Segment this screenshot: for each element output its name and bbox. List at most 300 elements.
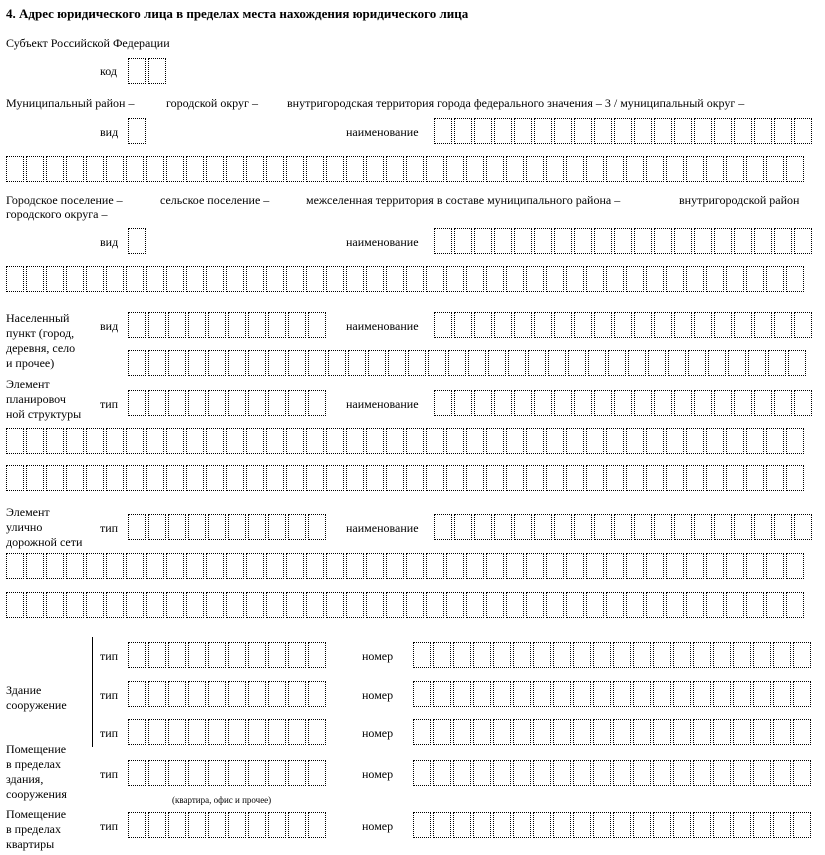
char-cell[interactable] bbox=[246, 428, 264, 454]
char-cell[interactable] bbox=[633, 681, 651, 707]
char-cell[interactable] bbox=[788, 350, 806, 376]
char-cell[interactable] bbox=[513, 681, 531, 707]
char-cell[interactable] bbox=[753, 642, 771, 668]
char-cell[interactable] bbox=[494, 228, 512, 254]
char-cell[interactable] bbox=[146, 428, 164, 454]
char-cell[interactable] bbox=[554, 514, 572, 540]
char-cell[interactable] bbox=[733, 812, 751, 838]
char-cell[interactable] bbox=[748, 350, 766, 376]
char-cell[interactable] bbox=[286, 266, 304, 292]
char-cell[interactable] bbox=[506, 156, 524, 182]
char-cell[interactable] bbox=[514, 312, 532, 338]
char-cell[interactable] bbox=[453, 812, 471, 838]
planning-name-field-3[interactable] bbox=[6, 465, 806, 491]
char-cell[interactable] bbox=[228, 350, 246, 376]
char-cell[interactable] bbox=[346, 266, 364, 292]
char-cell[interactable] bbox=[706, 592, 724, 618]
char-cell[interactable] bbox=[674, 514, 692, 540]
char-cell[interactable] bbox=[634, 118, 652, 144]
char-cell[interactable] bbox=[514, 118, 532, 144]
planning-type-field[interactable] bbox=[128, 390, 328, 416]
char-cell[interactable] bbox=[308, 681, 326, 707]
char-cell[interactable] bbox=[386, 465, 404, 491]
char-cell[interactable] bbox=[653, 642, 671, 668]
char-cell[interactable] bbox=[226, 592, 244, 618]
char-cell[interactable] bbox=[673, 642, 691, 668]
char-cell[interactable] bbox=[466, 156, 484, 182]
char-cell[interactable] bbox=[248, 390, 266, 416]
char-cell[interactable] bbox=[386, 553, 404, 579]
char-cell[interactable] bbox=[793, 719, 811, 745]
char-cell[interactable] bbox=[166, 465, 184, 491]
char-cell[interactable] bbox=[766, 592, 784, 618]
char-cell[interactable] bbox=[228, 312, 246, 338]
char-cell[interactable] bbox=[474, 312, 492, 338]
char-cell[interactable] bbox=[348, 350, 366, 376]
char-cell[interactable] bbox=[168, 390, 186, 416]
char-cell[interactable] bbox=[534, 118, 552, 144]
char-cell[interactable] bbox=[368, 350, 386, 376]
char-cell[interactable] bbox=[668, 350, 686, 376]
building-number-field-2[interactable] bbox=[413, 681, 813, 707]
char-cell[interactable] bbox=[673, 812, 691, 838]
char-cell[interactable] bbox=[766, 428, 784, 454]
char-cell[interactable] bbox=[306, 465, 324, 491]
char-cell[interactable] bbox=[346, 553, 364, 579]
char-cell[interactable] bbox=[653, 719, 671, 745]
char-cell[interactable] bbox=[693, 642, 711, 668]
char-cell[interactable] bbox=[126, 592, 144, 618]
municipal-vid-field[interactable] bbox=[128, 118, 148, 144]
char-cell[interactable] bbox=[168, 760, 186, 786]
char-cell[interactable] bbox=[206, 156, 224, 182]
char-cell[interactable] bbox=[386, 592, 404, 618]
char-cell[interactable] bbox=[346, 465, 364, 491]
char-cell[interactable] bbox=[288, 812, 306, 838]
char-cell[interactable] bbox=[266, 156, 284, 182]
char-cell[interactable] bbox=[186, 592, 204, 618]
char-cell[interactable] bbox=[593, 719, 611, 745]
char-cell[interactable] bbox=[753, 719, 771, 745]
building-type-field-3[interactable] bbox=[128, 719, 328, 745]
char-cell[interactable] bbox=[626, 156, 644, 182]
char-cell[interactable] bbox=[106, 266, 124, 292]
char-cell[interactable] bbox=[248, 514, 266, 540]
char-cell[interactable] bbox=[506, 553, 524, 579]
char-cell[interactable] bbox=[686, 592, 704, 618]
char-cell[interactable] bbox=[706, 465, 724, 491]
char-cell[interactable] bbox=[268, 719, 286, 745]
char-cell[interactable] bbox=[446, 465, 464, 491]
char-cell[interactable] bbox=[588, 350, 606, 376]
char-cell[interactable] bbox=[286, 553, 304, 579]
char-cell[interactable] bbox=[166, 428, 184, 454]
char-cell[interactable] bbox=[308, 812, 326, 838]
char-cell[interactable] bbox=[288, 514, 306, 540]
char-cell[interactable] bbox=[513, 812, 531, 838]
char-cell[interactable] bbox=[446, 266, 464, 292]
char-cell[interactable] bbox=[166, 592, 184, 618]
char-cell[interactable] bbox=[766, 465, 784, 491]
char-cell[interactable] bbox=[493, 719, 511, 745]
char-cell[interactable] bbox=[594, 228, 612, 254]
char-cell[interactable] bbox=[433, 681, 451, 707]
subject-code-field[interactable] bbox=[128, 58, 168, 84]
char-cell[interactable] bbox=[526, 266, 544, 292]
char-cell[interactable] bbox=[586, 553, 604, 579]
char-cell[interactable] bbox=[554, 312, 572, 338]
char-cell[interactable] bbox=[474, 390, 492, 416]
char-cell[interactable] bbox=[666, 428, 684, 454]
char-cell[interactable] bbox=[706, 553, 724, 579]
char-cell[interactable] bbox=[188, 312, 206, 338]
char-cell[interactable] bbox=[793, 760, 811, 786]
char-cell[interactable] bbox=[634, 514, 652, 540]
char-cell[interactable] bbox=[208, 760, 226, 786]
char-cell[interactable] bbox=[128, 58, 146, 84]
char-cell[interactable] bbox=[654, 390, 672, 416]
char-cell[interactable] bbox=[106, 465, 124, 491]
char-cell[interactable] bbox=[546, 592, 564, 618]
char-cell[interactable] bbox=[566, 592, 584, 618]
char-cell[interactable] bbox=[734, 514, 752, 540]
char-cell[interactable] bbox=[633, 719, 651, 745]
char-cell[interactable] bbox=[548, 350, 566, 376]
char-cell[interactable] bbox=[706, 428, 724, 454]
char-cell[interactable] bbox=[208, 642, 226, 668]
char-cell[interactable] bbox=[434, 390, 452, 416]
char-cell[interactable] bbox=[574, 514, 592, 540]
char-cell[interactable] bbox=[208, 514, 226, 540]
char-cell[interactable] bbox=[186, 553, 204, 579]
char-cell[interactable] bbox=[666, 465, 684, 491]
char-cell[interactable] bbox=[593, 812, 611, 838]
char-cell[interactable] bbox=[473, 719, 491, 745]
char-cell[interactable] bbox=[553, 642, 571, 668]
char-cell[interactable] bbox=[554, 228, 572, 254]
char-cell[interactable] bbox=[453, 760, 471, 786]
char-cell[interactable] bbox=[746, 553, 764, 579]
char-cell[interactable] bbox=[406, 428, 424, 454]
char-cell[interactable] bbox=[466, 553, 484, 579]
char-cell[interactable] bbox=[268, 760, 286, 786]
char-cell[interactable] bbox=[168, 719, 186, 745]
char-cell[interactable] bbox=[308, 642, 326, 668]
char-cell[interactable] bbox=[606, 465, 624, 491]
char-cell[interactable] bbox=[406, 592, 424, 618]
char-cell[interactable] bbox=[226, 428, 244, 454]
char-cell[interactable] bbox=[86, 592, 104, 618]
char-cell[interactable] bbox=[508, 350, 526, 376]
char-cell[interactable] bbox=[434, 312, 452, 338]
char-cell[interactable] bbox=[426, 156, 444, 182]
char-cell[interactable] bbox=[126, 428, 144, 454]
char-cell[interactable] bbox=[446, 428, 464, 454]
char-cell[interactable] bbox=[248, 642, 266, 668]
char-cell[interactable] bbox=[614, 390, 632, 416]
char-cell[interactable] bbox=[586, 156, 604, 182]
char-cell[interactable] bbox=[706, 266, 724, 292]
char-cell[interactable] bbox=[546, 156, 564, 182]
char-cell[interactable] bbox=[166, 553, 184, 579]
char-cell[interactable] bbox=[148, 642, 166, 668]
char-cell[interactable] bbox=[168, 642, 186, 668]
char-cell[interactable] bbox=[546, 465, 564, 491]
char-cell[interactable] bbox=[613, 812, 631, 838]
char-cell[interactable] bbox=[494, 390, 512, 416]
char-cell[interactable] bbox=[734, 228, 752, 254]
char-cell[interactable] bbox=[606, 428, 624, 454]
char-cell[interactable] bbox=[466, 428, 484, 454]
char-cell[interactable] bbox=[366, 266, 384, 292]
char-cell[interactable] bbox=[326, 553, 344, 579]
char-cell[interactable] bbox=[594, 390, 612, 416]
char-cell[interactable] bbox=[86, 156, 104, 182]
char-cell[interactable] bbox=[306, 156, 324, 182]
char-cell[interactable] bbox=[626, 266, 644, 292]
char-cell[interactable] bbox=[614, 312, 632, 338]
char-cell[interactable] bbox=[613, 719, 631, 745]
char-cell[interactable] bbox=[126, 156, 144, 182]
char-cell[interactable] bbox=[726, 266, 744, 292]
char-cell[interactable] bbox=[188, 681, 206, 707]
char-cell[interactable] bbox=[493, 642, 511, 668]
char-cell[interactable] bbox=[433, 642, 451, 668]
char-cell[interactable] bbox=[593, 681, 611, 707]
char-cell[interactable] bbox=[453, 681, 471, 707]
char-cell[interactable] bbox=[168, 812, 186, 838]
street-name-field[interactable] bbox=[434, 514, 814, 540]
char-cell[interactable] bbox=[686, 465, 704, 491]
char-cell[interactable] bbox=[226, 156, 244, 182]
char-cell[interactable] bbox=[248, 350, 266, 376]
char-cell[interactable] bbox=[666, 553, 684, 579]
char-cell[interactable] bbox=[594, 514, 612, 540]
char-cell[interactable] bbox=[426, 428, 444, 454]
char-cell[interactable] bbox=[566, 428, 584, 454]
char-cell[interactable] bbox=[148, 514, 166, 540]
char-cell[interactable] bbox=[673, 681, 691, 707]
char-cell[interactable] bbox=[513, 719, 531, 745]
char-cell[interactable] bbox=[426, 465, 444, 491]
char-cell[interactable] bbox=[266, 553, 284, 579]
char-cell[interactable] bbox=[206, 553, 224, 579]
char-cell[interactable] bbox=[726, 592, 744, 618]
char-cell[interactable] bbox=[66, 266, 84, 292]
char-cell[interactable] bbox=[453, 642, 471, 668]
char-cell[interactable] bbox=[286, 156, 304, 182]
char-cell[interactable] bbox=[306, 553, 324, 579]
char-cell[interactable] bbox=[26, 592, 44, 618]
char-cell[interactable] bbox=[486, 428, 504, 454]
char-cell[interactable] bbox=[534, 514, 552, 540]
char-cell[interactable] bbox=[346, 592, 364, 618]
char-cell[interactable] bbox=[773, 812, 791, 838]
char-cell[interactable] bbox=[573, 719, 591, 745]
premises-apartment-number-field[interactable] bbox=[413, 812, 813, 838]
char-cell[interactable] bbox=[606, 592, 624, 618]
char-cell[interactable] bbox=[733, 642, 751, 668]
char-cell[interactable] bbox=[208, 312, 226, 338]
char-cell[interactable] bbox=[188, 642, 206, 668]
char-cell[interactable] bbox=[206, 465, 224, 491]
char-cell[interactable] bbox=[66, 592, 84, 618]
char-cell[interactable] bbox=[288, 642, 306, 668]
char-cell[interactable] bbox=[713, 642, 731, 668]
char-cell[interactable] bbox=[228, 390, 246, 416]
char-cell[interactable] bbox=[128, 812, 146, 838]
char-cell[interactable] bbox=[148, 350, 166, 376]
char-cell[interactable] bbox=[754, 228, 772, 254]
char-cell[interactable] bbox=[166, 266, 184, 292]
char-cell[interactable] bbox=[786, 428, 804, 454]
char-cell[interactable] bbox=[534, 390, 552, 416]
char-cell[interactable] bbox=[246, 592, 264, 618]
char-cell[interactable] bbox=[553, 719, 571, 745]
char-cell[interactable] bbox=[506, 592, 524, 618]
char-cell[interactable] bbox=[746, 592, 764, 618]
char-cell[interactable] bbox=[146, 553, 164, 579]
char-cell[interactable] bbox=[666, 592, 684, 618]
char-cell[interactable] bbox=[308, 514, 326, 540]
char-cell[interactable] bbox=[494, 118, 512, 144]
char-cell[interactable] bbox=[526, 156, 544, 182]
char-cell[interactable] bbox=[754, 118, 772, 144]
char-cell[interactable] bbox=[366, 592, 384, 618]
char-cell[interactable] bbox=[693, 681, 711, 707]
char-cell[interactable] bbox=[773, 719, 791, 745]
char-cell[interactable] bbox=[188, 514, 206, 540]
char-cell[interactable] bbox=[566, 266, 584, 292]
char-cell[interactable] bbox=[753, 681, 771, 707]
char-cell[interactable] bbox=[614, 118, 632, 144]
char-cell[interactable] bbox=[26, 428, 44, 454]
char-cell[interactable] bbox=[148, 812, 166, 838]
char-cell[interactable] bbox=[413, 760, 431, 786]
premises-building-number-field[interactable] bbox=[413, 760, 813, 786]
char-cell[interactable] bbox=[794, 514, 812, 540]
char-cell[interactable] bbox=[566, 553, 584, 579]
char-cell[interactable] bbox=[573, 681, 591, 707]
char-cell[interactable] bbox=[228, 719, 246, 745]
char-cell[interactable] bbox=[126, 465, 144, 491]
char-cell[interactable] bbox=[86, 465, 104, 491]
char-cell[interactable] bbox=[128, 312, 146, 338]
char-cell[interactable] bbox=[106, 428, 124, 454]
char-cell[interactable] bbox=[534, 312, 552, 338]
char-cell[interactable] bbox=[266, 465, 284, 491]
char-cell[interactable] bbox=[594, 312, 612, 338]
char-cell[interactable] bbox=[553, 760, 571, 786]
char-cell[interactable] bbox=[426, 266, 444, 292]
char-cell[interactable] bbox=[308, 312, 326, 338]
char-cell[interactable] bbox=[26, 156, 44, 182]
char-cell[interactable] bbox=[454, 514, 472, 540]
char-cell[interactable] bbox=[753, 760, 771, 786]
char-cell[interactable] bbox=[168, 681, 186, 707]
char-cell[interactable] bbox=[633, 812, 651, 838]
char-cell[interactable] bbox=[533, 681, 551, 707]
char-cell[interactable] bbox=[433, 760, 451, 786]
char-cell[interactable] bbox=[494, 312, 512, 338]
locality-name-field[interactable] bbox=[434, 312, 814, 338]
char-cell[interactable] bbox=[413, 812, 431, 838]
char-cell[interactable] bbox=[326, 465, 344, 491]
char-cell[interactable] bbox=[753, 812, 771, 838]
char-cell[interactable] bbox=[46, 465, 64, 491]
char-cell[interactable] bbox=[546, 553, 564, 579]
char-cell[interactable] bbox=[308, 719, 326, 745]
char-cell[interactable] bbox=[766, 156, 784, 182]
char-cell[interactable] bbox=[794, 312, 812, 338]
char-cell[interactable] bbox=[308, 760, 326, 786]
char-cell[interactable] bbox=[148, 312, 166, 338]
char-cell[interactable] bbox=[734, 118, 752, 144]
char-cell[interactable] bbox=[686, 428, 704, 454]
char-cell[interactable] bbox=[646, 428, 664, 454]
char-cell[interactable] bbox=[473, 760, 491, 786]
char-cell[interactable] bbox=[694, 514, 712, 540]
char-cell[interactable] bbox=[426, 592, 444, 618]
char-cell[interactable] bbox=[586, 428, 604, 454]
char-cell[interactable] bbox=[488, 350, 506, 376]
char-cell[interactable] bbox=[573, 642, 591, 668]
char-cell[interactable] bbox=[433, 719, 451, 745]
char-cell[interactable] bbox=[714, 118, 732, 144]
char-cell[interactable] bbox=[586, 266, 604, 292]
char-cell[interactable] bbox=[648, 350, 666, 376]
char-cell[interactable] bbox=[514, 390, 532, 416]
char-cell[interactable] bbox=[168, 350, 186, 376]
char-cell[interactable] bbox=[714, 228, 732, 254]
char-cell[interactable] bbox=[626, 465, 644, 491]
char-cell[interactable] bbox=[266, 428, 284, 454]
char-cell[interactable] bbox=[186, 428, 204, 454]
municipal-name-field[interactable] bbox=[434, 118, 814, 144]
char-cell[interactable] bbox=[473, 642, 491, 668]
char-cell[interactable] bbox=[66, 465, 84, 491]
char-cell[interactable] bbox=[533, 812, 551, 838]
char-cell[interactable] bbox=[446, 156, 464, 182]
char-cell[interactable] bbox=[554, 118, 572, 144]
char-cell[interactable] bbox=[326, 266, 344, 292]
char-cell[interactable] bbox=[286, 428, 304, 454]
char-cell[interactable] bbox=[694, 118, 712, 144]
char-cell[interactable] bbox=[474, 228, 492, 254]
char-cell[interactable] bbox=[486, 553, 504, 579]
char-cell[interactable] bbox=[146, 156, 164, 182]
char-cell[interactable] bbox=[713, 760, 731, 786]
char-cell[interactable] bbox=[606, 553, 624, 579]
char-cell[interactable] bbox=[774, 514, 792, 540]
char-cell[interactable] bbox=[606, 156, 624, 182]
premises-building-type-field[interactable] bbox=[128, 760, 328, 786]
char-cell[interactable] bbox=[654, 118, 672, 144]
char-cell[interactable] bbox=[468, 350, 486, 376]
char-cell[interactable] bbox=[746, 266, 764, 292]
char-cell[interactable] bbox=[128, 350, 146, 376]
char-cell[interactable] bbox=[746, 465, 764, 491]
char-cell[interactable] bbox=[633, 760, 651, 786]
municipal-name-field-2[interactable] bbox=[6, 156, 806, 182]
char-cell[interactable] bbox=[268, 642, 286, 668]
char-cell[interactable] bbox=[646, 465, 664, 491]
char-cell[interactable] bbox=[693, 812, 711, 838]
char-cell[interactable] bbox=[653, 681, 671, 707]
char-cell[interactable] bbox=[228, 681, 246, 707]
char-cell[interactable] bbox=[494, 514, 512, 540]
char-cell[interactable] bbox=[246, 266, 264, 292]
